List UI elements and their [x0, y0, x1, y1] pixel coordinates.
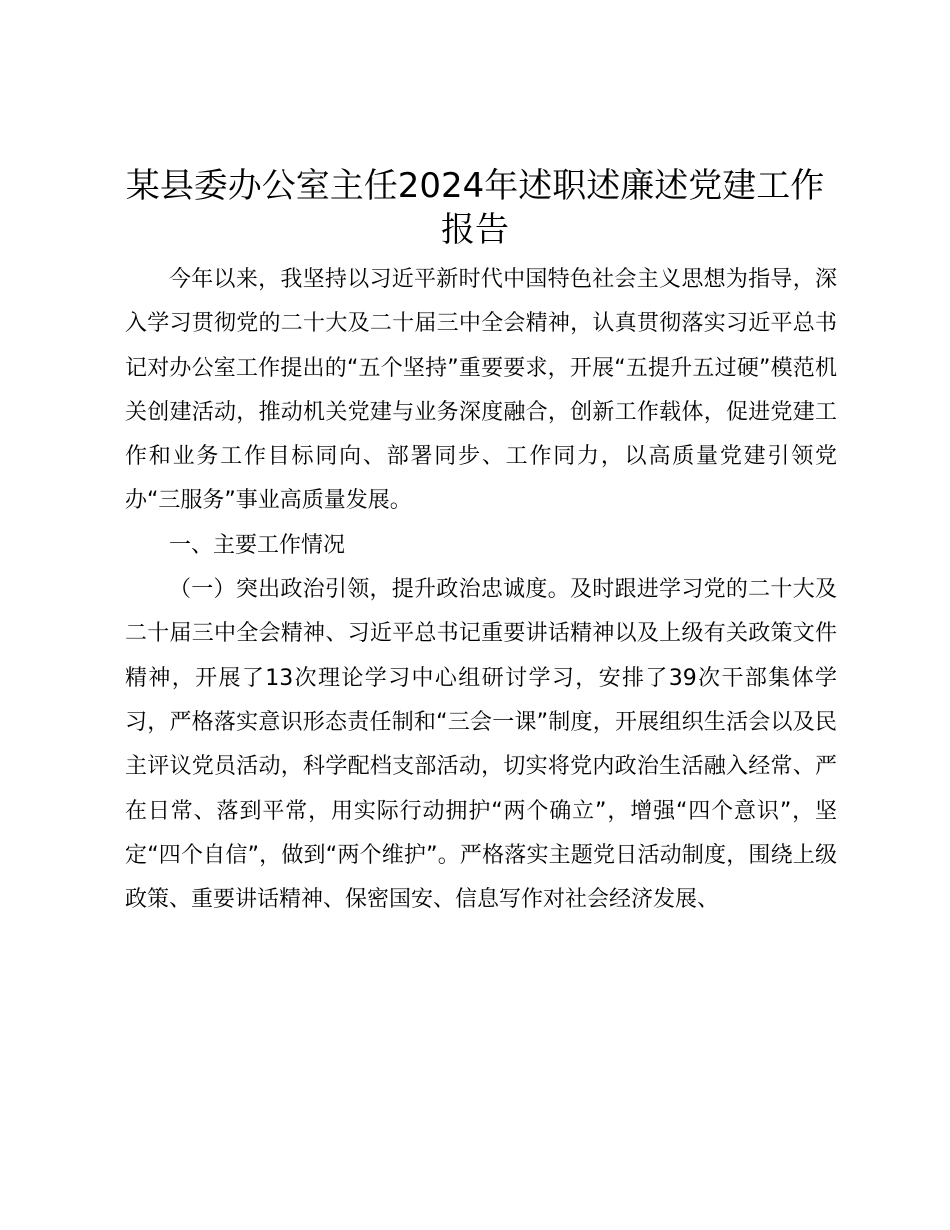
document-title: 某县委办公室主任2024年述职述廉述党建工作报告 [125, 166, 825, 250]
subsection-paragraph: （一）突出政治引领，提升政治忠诚度。及时跟进学习党的二十大及二十届三中全会精神、习近平总书记重要讲话精神以及上级有关政策文件精神，开展了13次理论学习中心组研讨学习，安排了39次干部集体学习，严格落实意识形态责任制和“三会一课”制度，开展组织生活会以及民主评议党员活动，科学配档支部活动，切实将党内政治生活融入经常、严在日常、落到平常，用实际行动拥护“两个确立”，增强“四个意识”，坚定“四个自信”，做到“两个维护”。严格落实主题党日活动制度，围绕上级政策、重要讲话精神、保密国安、信息写作对社会经济发展、 [125, 577, 837, 913]
document-body [125, 258, 837, 922]
intro-paragraph: 今年以来，我坚持以习近平新时代中国特色社会主义思想为指导，深入学习贯彻党的二十大及二十届三中全会精神，认真贯彻落实习近平总书记对办公室工作提出的“五个坚持”重要要求，开展“五提升五过硬”模范机关创建活动，推动机关党建与业务深度融合，创新工作载体，促进党建工作和业务工作目标同向、部署同步、工作同力，以高质量党建引领党办“三服务”事业高质量发展。 [125, 267, 837, 514]
section-heading: 一、主要工作情况 [169, 532, 346, 558]
